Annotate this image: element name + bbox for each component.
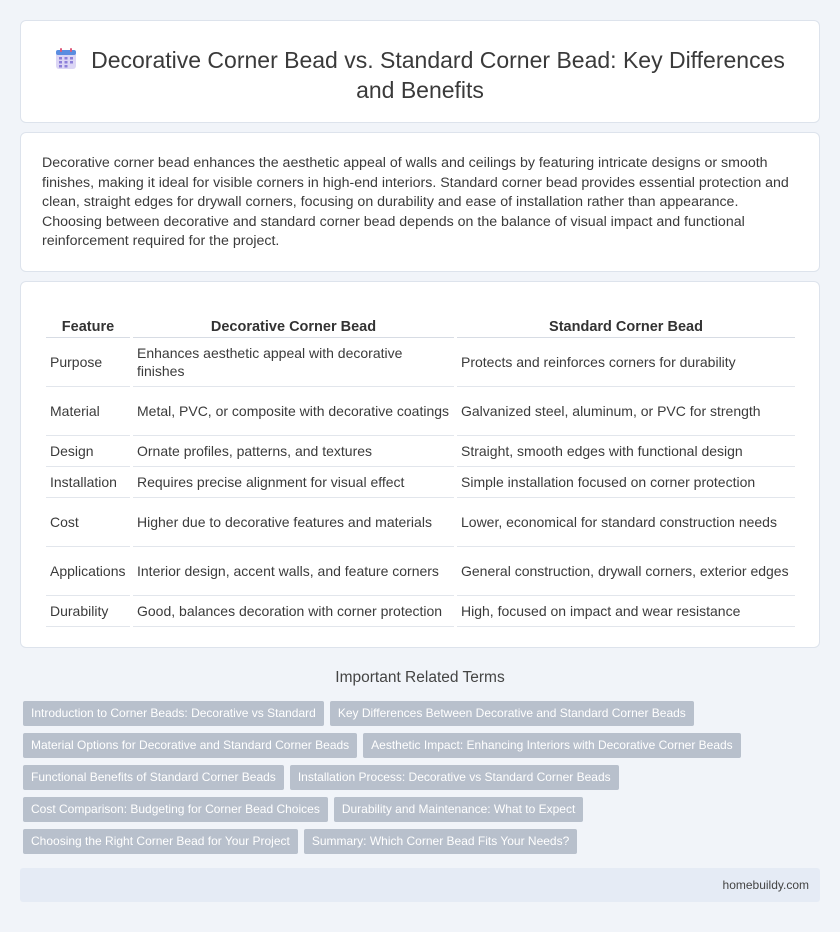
decorative-cell: Metal, PVC, or composite with decorative coatings [133, 387, 454, 436]
page-title-wrap [21, 45, 819, 105]
comparison-table-card [20, 281, 820, 648]
feature-cell: Applications [46, 547, 130, 596]
feature-cell: Material [46, 387, 130, 436]
footer [20, 868, 820, 902]
related-term-tag[interactable]: Key Differences Between Decorative and Standard Corner Beads [330, 701, 694, 726]
related-term-tag[interactable]: Introduction to Corner Beads: Decorative vs Standard [23, 701, 324, 726]
standard-cell: High, focused on impact and wear resistance [457, 596, 795, 627]
intro-card [20, 132, 820, 272]
related-term-tag[interactable]: Cost Comparison: Budgeting for Corner Bead Choices [23, 797, 328, 822]
column-header-decorative: Decorative Corner Bead [133, 312, 454, 338]
table-row [46, 387, 795, 436]
related-term-tag[interactable]: Installation Process: Decorative vs Standard Corner Beads [290, 765, 619, 790]
decorative-cell: Good, balances decoration with corner protection [133, 596, 454, 627]
decorative-cell: Higher due to decorative features and materials [133, 498, 454, 547]
related-term-tag[interactable]: Functional Benefits of Standard Corner Beads [23, 765, 284, 790]
table-row [46, 338, 795, 387]
table-header-row [46, 312, 795, 338]
footer-site-link[interactable]: homebuildy.com [722, 878, 809, 892]
related-term-tag[interactable]: Material Options for Decorative and Standard Corner Beads [23, 733, 357, 758]
feature-cell: Design [46, 436, 130, 467]
decorative-cell: Interior design, accent walls, and feature corners [133, 547, 454, 596]
comparison-table [43, 312, 798, 627]
table-row [46, 467, 795, 498]
standard-cell: Galvanized steel, aluminum, or PVC for strength [457, 387, 795, 436]
table-row [46, 498, 795, 547]
standard-cell: Lower, economical for standard construction needs [457, 498, 795, 547]
standard-cell: Simple installation focused on corner protection [457, 467, 795, 498]
intro-paragraph: Decorative corner bead enhances the aesthetic appeal of walls and ceilings by featuring intricate designs or smooth finishes, making it ideal for visible corners in high-end interiors. Standard corner bead provides essential protection and clean, straight edges for drywall corners, focusing on durability and ease of installation rather than appearance. Choosing between decorative and standard corner bead depends on the balance of visual impact and functional reinforcement required for the project. [42, 155, 789, 250]
feature-cell: Purpose [46, 338, 130, 387]
decorative-cell: Ornate profiles, patterns, and textures [133, 436, 454, 467]
feature-cell: Cost [46, 498, 130, 547]
header-card [20, 20, 820, 123]
column-header-feature: Feature [46, 312, 130, 338]
standard-cell: General construction, drywall corners, exterior edges [457, 547, 795, 596]
table-row [46, 547, 795, 596]
standard-cell: Protects and reinforces corners for durability [457, 338, 795, 387]
decorative-cell: Requires precise alignment for visual effect [133, 467, 454, 498]
standard-cell: Straight, smooth edges with functional design [457, 436, 795, 467]
related-terms-list [23, 701, 823, 861]
feature-cell: Durability [46, 596, 130, 627]
column-header-standard: Standard Corner Bead [457, 312, 795, 338]
decorative-cell: Enhances aesthetic appeal with decorative finishes [133, 338, 454, 387]
related-term-tag[interactable]: Durability and Maintenance: What to Expect [334, 797, 583, 822]
table-row [46, 436, 795, 467]
related-terms-title: Important Related Terms [335, 669, 505, 686]
calendar-grid-icon [55, 48, 77, 70]
table-row [46, 596, 795, 627]
feature-cell: Installation [46, 467, 130, 498]
related-term-tag[interactable]: Choosing the Right Corner Bead for Your Project [23, 829, 298, 854]
related-term-tag[interactable]: Aesthetic Impact: Enhancing Interiors with Decorative Corner Beads [363, 733, 741, 758]
page-title: Decorative Corner Bead vs. Standard Corner Bead: Key Differences and Benefits [91, 47, 785, 103]
related-term-tag[interactable]: Summary: Which Corner Bead Fits Your Needs? [304, 829, 577, 854]
